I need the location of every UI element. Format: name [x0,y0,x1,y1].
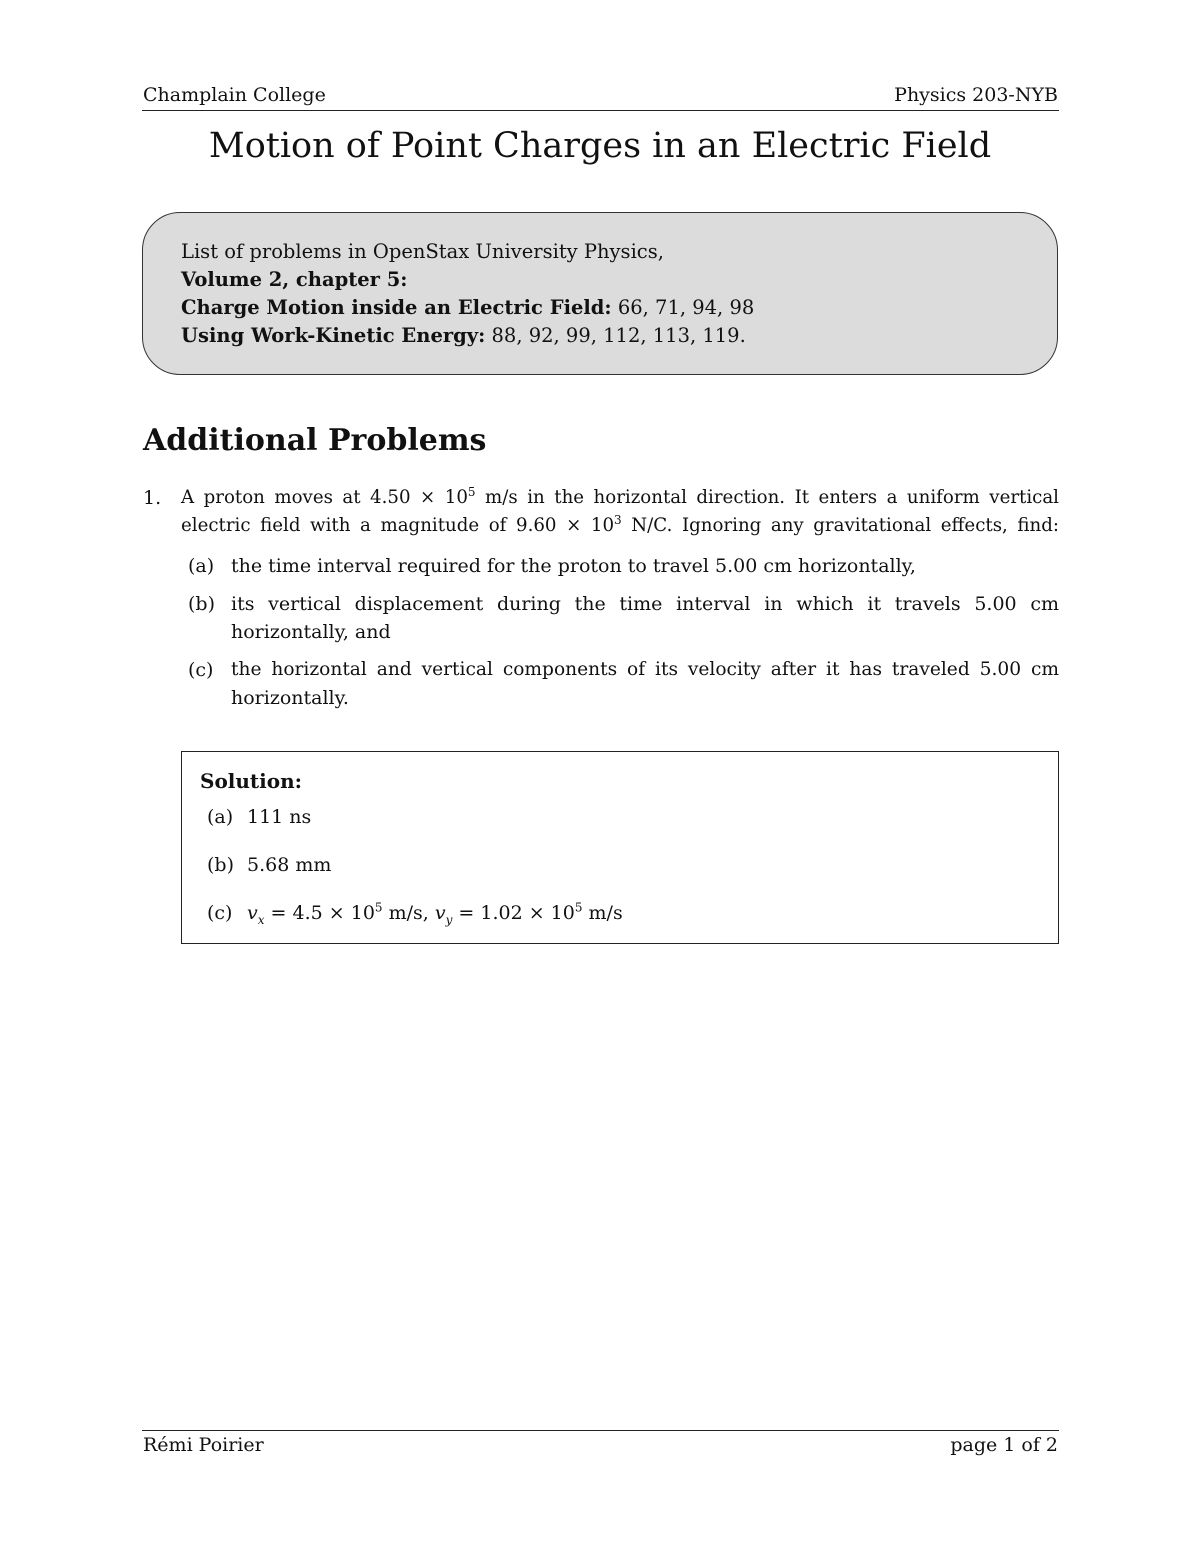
solution-c [207,900,623,927]
footer-page-number: page 1 of 2 [950,1434,1058,1456]
vy-variable: v [434,902,446,924]
vx-unit: m/s, [382,902,435,924]
charge-motion-label: Charge Motion inside an Electric Field: [181,296,612,319]
header-course-code: Physics 203-NYB [894,84,1058,106]
problem-list-line-1 [181,296,754,319]
vx-subscript: x [257,912,265,927]
solution-a-label: (a) [207,806,234,828]
problem-1-text-c: electric field with a magnitude of 9.60 × 10 [181,515,615,536]
solution-b [207,854,331,876]
part-b-text-line-2: horizontally, and [231,621,391,643]
work-energy-label: Using Work-Kinetic Energy: [181,324,486,347]
vy-value: = 1.02 × 10 [452,902,575,924]
problem-1-text-line-1 [181,484,1059,508]
work-energy-numbers: 88, 92, 99, 112, 113, 119. [485,324,746,347]
vy-unit: m/s [582,902,623,924]
vx-variable: v [247,902,258,924]
volume-label: Volume 2, chapter 5: [181,268,408,291]
problem-1-number: 1. [143,487,162,509]
solution-a-value: 111 ns [247,806,312,828]
problem-list-line-2 [181,324,746,347]
problem-1-text-b: m/s in the horizontal direction. It enters a uniform vertical [475,487,1059,508]
part-a-label: (a) [188,555,215,577]
problem-list-box [142,212,1058,375]
problem-1-text-a: A proton moves at 4.50 × 10 [181,487,468,508]
section-title: Additional Problems [143,423,487,458]
footer-rule [142,1430,1059,1431]
solution-c-label: (c) [207,902,233,924]
page-title: Motion of Point Charges in an Electric Field [208,126,992,166]
problem-list-intro: List of problems in OpenStax University Physics, [181,240,664,263]
problem-1-text-d: N/C. Ignoring any gravitational effects, find: [621,515,1060,536]
header-course-school: Champlain College [143,84,326,106]
vx-exponent: 5 [374,900,383,915]
header-rule [142,110,1059,111]
vx-value: = 4.5 × 10 [264,902,375,924]
part-b-label: (b) [188,593,215,615]
part-c-text-line-1: the horizontal and vertical components of its velocity after it has traveled 5.00 cm [231,659,1059,680]
part-a-text: the time interval required for the proton to travel 5.00 cm horizontally, [231,555,916,577]
problem-list-volume [181,268,407,291]
solution-b-label: (b) [207,854,234,876]
problem-1-exponent-2: 3 [614,512,622,527]
problem-1-exponent-1: 5 [467,484,476,499]
problem-1-text-line-2 [181,512,1060,536]
charge-motion-numbers: 66, 71, 94, 98 [611,296,755,319]
part-b-text-line-1: its vertical displacement during the time interval in which it travels 5.00 cm [231,593,1059,615]
solution-b-value: 5.68 mm [247,854,332,876]
vy-exponent: 5 [574,900,583,915]
vy-subscript: y [445,912,453,927]
solution-a [207,806,311,828]
part-c-label: (c) [188,659,214,681]
solution-heading: Solution: [200,769,303,793]
part-c-text-line-2: horizontally. [231,687,349,709]
solution-box [181,751,1059,944]
footer-author: Rémi Poirier [143,1434,264,1456]
